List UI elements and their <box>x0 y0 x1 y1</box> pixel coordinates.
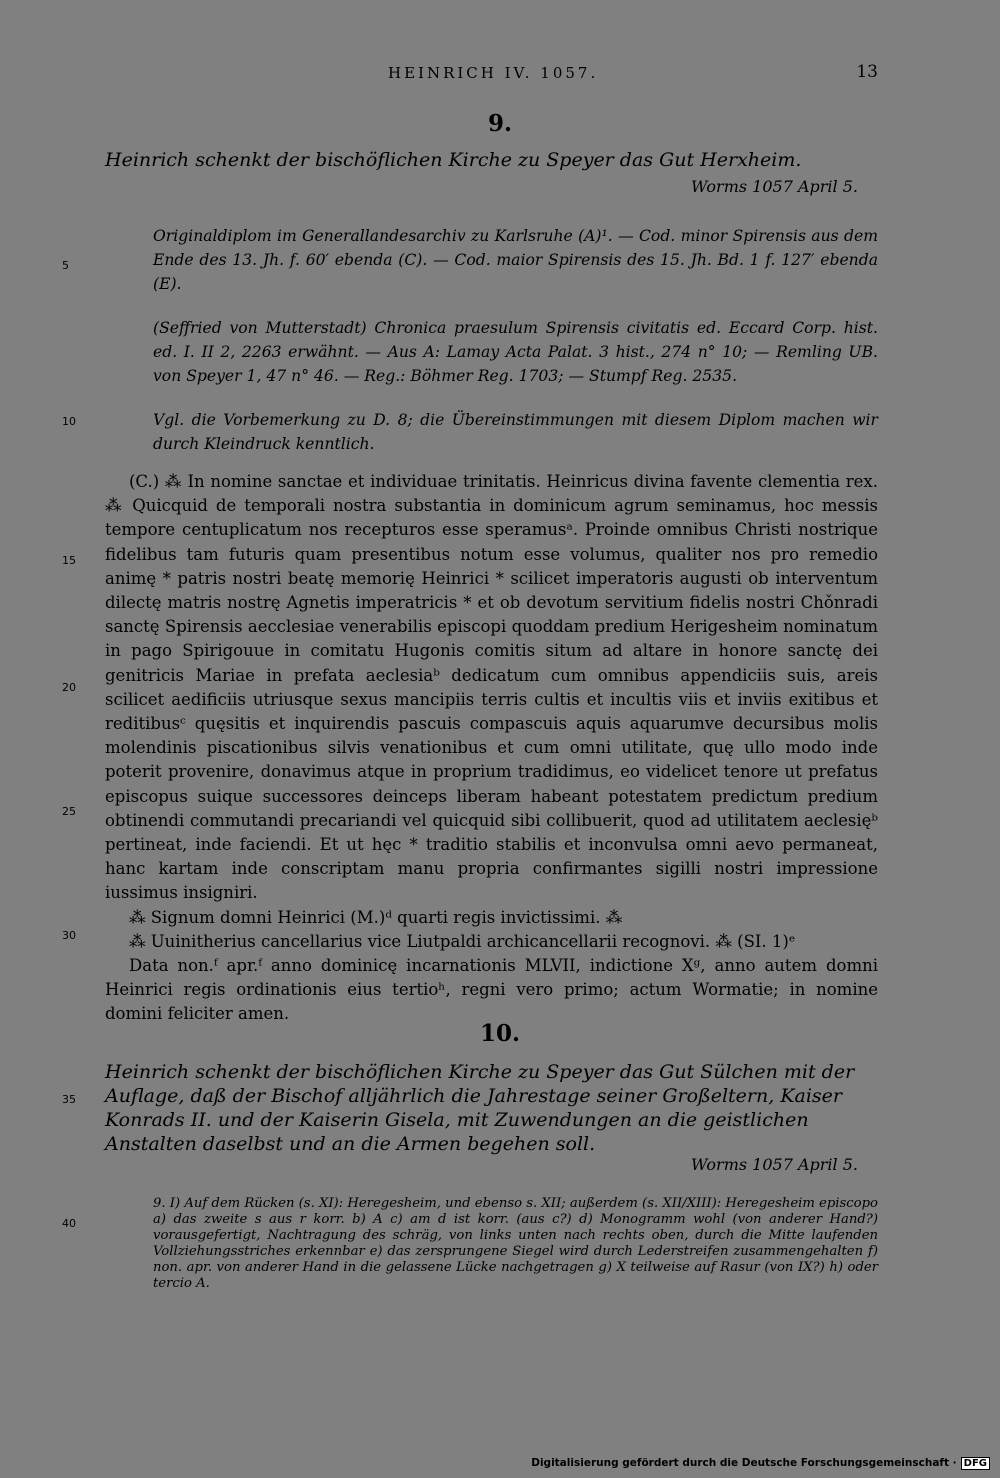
page-header <box>105 62 878 86</box>
doc9-tradition-note: Originaldiplom im Generallandesarchiv zu Karlsruhe (A)¹. — Cod. minor Spirensis aus dem Ende des 13. Jh. f. 60′ ebenda (C). — Cod. maior Spirensis des 15. Jh. Bd. 1 f. 127′ ebenda (E). <box>153 227 878 293</box>
line-number: 35 <box>62 1093 76 1106</box>
doc9-text-body: (C.) ⁂ In nomine sanctae et individuae trinitatis. Heinricus divina favente clementia rex. ⁂ Quicquid de temporali nostra substantia in dominicum agrum seminamus, hoc messis tempore centuplicatum nos recepturos esse speramusᵃ. Proinde omnibus Christi nostrique fidelibus tam futuris quam presentibus notum esse volumus, qualiter nos pro remedio animę * patris nostri beatę memorię Heinrici * scilicet imperatoris augusti ob interventum dilectę matris nostrę Agnetis imperatricis * et ob devotum servitium fidelis nostri Chǒnradi sanctę Spirensis aecclesiae venerabilis episcopi quoddam predium Herigesheim nominatum in pago Spirigouue in comitatu Hugonis comitis situm ad altare in honore sanctę dei genitricis Mariae in prefata aeclesiaᵇ dedicatum cum omnibus appendiciis suis, areis scilicet aedificiis utriusque sexus mancipiis terris cultis et incultis viis et inviis exitibus et reditibusᶜ quęsitis et inquirendis pascuis compascuis aquis aquarumve decursibus molis molendinis piscationibus silvis venationibus et cum omni utilitate, quę ullo modo inde poterit provenire, donavimus atque in proprium tradidimus, eo videlicet tenore ut prefatus episcopus suique successores deinceps liberam habeant potestatem predictum predium obtinendi commutandi precariandi vel quicquid sibi collibuerit, quod ad utilitatem aeclesięᵇ pertineat, inde faciendi. Et ut hęc * traditio stabilis et inconvulsa omni aevo permaneat, hanc kartam inde conscriptam manu propria confirmantes sigilli nostri impressione iussimus insigniri. <box>105 472 878 903</box>
credit-text: Digitalisierung gefördert durch die Deutsche Forschungsgemeinschaft · <box>531 1457 957 1469</box>
doc9-number: 9. <box>487 110 512 137</box>
line-number: 5 <box>62 259 69 272</box>
line-number: 40 <box>62 1217 76 1230</box>
line-number: 30 <box>62 929 76 942</box>
running-title: HEINRICH IV. 1057. <box>388 64 599 82</box>
doc10-title: Heinrich schenkt der bischöflichen Kirche zu Speyer das Gut Sülchen mit der Auflage, daß der Bischof alljährlich die Jahrestage seiner Großeltern, Kaiser Konrads II. und der Kaiserin Gisela, mit Zuwendungen an die geistlichen Anstalten daselbst und an die Armen begehen soll. <box>105 1061 855 1155</box>
line-number: 20 <box>62 681 76 694</box>
line-number: 15 <box>62 554 76 567</box>
page-number: 13 <box>856 62 878 82</box>
dfg-logo: DFG <box>961 1457 990 1470</box>
line-number: 10 <box>62 415 76 428</box>
doc9-signum: ⁂ Signum domni Heinrici (M.)ᵈ quarti regis invictissimi. ⁂ <box>129 907 623 927</box>
doc9-editions-note: (Seffried von Mutterstadt) Chronica praesulum Spirensis civitatis ed. Eccard Corp. hist. ed. I. II 2, 2263 erwähnt. — Aus A: Lamay Acta Palat. 3 hist., 274 n° 10; — Remling UB. von Speyer 1, 47 n° 46. — Reg.: Böhmer Reg. 1703; — Stumpf Reg. 2535. <box>153 319 878 385</box>
digitization-credit <box>531 1457 990 1470</box>
line-number: 25 <box>62 805 76 818</box>
footnotes: 9. I) Auf dem Rücken (s. XI): Heregesheim, und ebenso s. XII; außerdem (s. XII/XIII): Heregesheim episcopo a) das zweite s aus r korr. b) A c) am d ist korr. (aus c?) d) Monogramm wohl (von anderer Hand?) vorausgefertigt, Nachtragung des schräg, von links unten nach rechts oben, durch die Mitte laufenden Vollziehungsstriches erkennbar e) das zersprungene Siegel wird durch Lederstreifen zusammengehalten f) non. apr. von anderer Hand in die gelassene Lücke nachgetragen g) X teilweise auf Rasur (von IX?) h) oder tercio A. <box>153 1196 878 1291</box>
doc9-remark-note: Vgl. die Vorbemerkung zu D. 8; die Übereinstimmungen mit diesem Diplom machen wir durch Kleindruck kenntlich. <box>153 411 878 453</box>
doc10-number: 10. <box>479 1020 520 1047</box>
doc10-date: Worms 1057 April 5. <box>691 1155 858 1174</box>
doc9-recognition: ⁂ Uuinitherius cancellarius vice Liutpaldi archicancellarii recognovi. ⁂ (SI. 1)ᵉ <box>129 931 796 951</box>
doc9-title: Heinrich schenkt der bischöflichen Kirche zu Speyer das Gut Herxheim. <box>105 149 802 171</box>
doc9-dating: Data non.ᶠ apr.ᶠ anno dominicę incarnationis MLVII, indictione Xᵍ, anno autem domni Heinrici regis ordinationis eius tertioʰ, regni vero primo; actum Wormatie; in nomine domini feliciter amen. <box>105 956 878 1024</box>
doc9-main-text <box>105 470 878 1027</box>
doc9-date: Worms 1057 April 5. <box>691 177 858 196</box>
